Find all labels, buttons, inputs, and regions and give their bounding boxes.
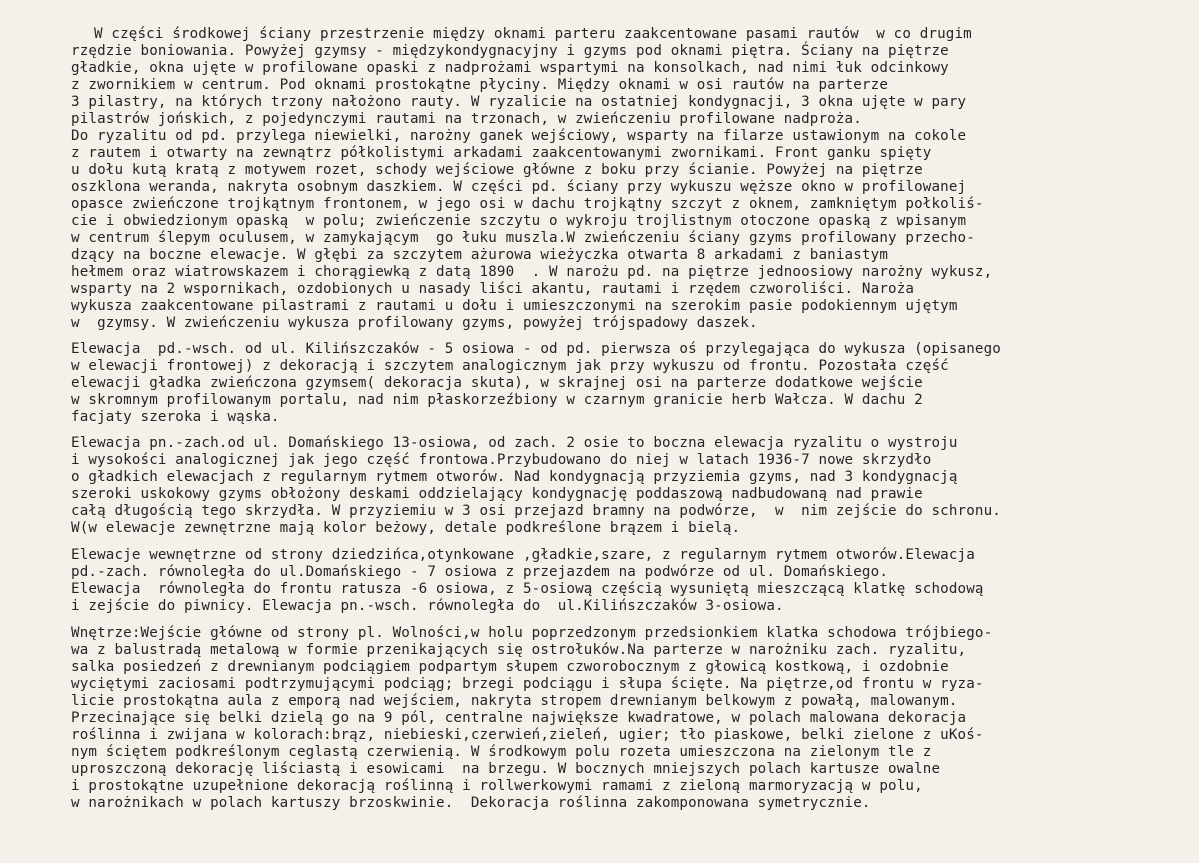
text-line: wa z balustradą metalową w formie przenikających się ostrołuków.Na parterze w narożniku zach. ryzalitu, — [71, 642, 967, 658]
text-line-heading: Wnętrze:Wejście główne od strony pl. Wolności,w holu poprzedzonym przedsionkiem klatka schodowa trójbiego- — [71, 625, 993, 641]
text-line-heading: Elewacja pd.-wsch. od ul. Kilińszczaków - 5 osiowa - od pd. pierwsza oś przylegająca do wykusza (opisanego — [71, 341, 1002, 357]
text-line: opasce zwieńczone trojkątnym frontonem, w jego osi w dachu trojkątny szczyt z oknem, zamkniętym połkoliś- — [71, 196, 984, 212]
text-line: Elewacja równoległa do frontu ratusza -6 osiowa, z 5-osiową częścią wysuniętą mieszczącą klatkę schodową — [71, 581, 984, 597]
text-line: uproszczoną dekorację liściastą i esowicami na brzegu. W bocznych mniejszych polach kartusze owalne — [71, 761, 941, 777]
text-line: Przecinające się belki dzielą go na 9 pól, centralne największe kwadratowe, w polach malowana dekoracja — [71, 710, 967, 726]
text-line: rzędzie boniowania. Powyżej gzymsy - międzykondygnacyjny i gzyms pod oknami piętra. Ściany na piętrze — [71, 43, 949, 59]
text-line: z zwornikiem w centrum. Pod oknami prostokątne płyciny. Między oknami w osi rautów na parterze — [71, 77, 889, 93]
text-line: roślinna i zwijana w kolorach:brąz, niebieski,czerwień,zieleń, ugier; tło piaskowe, belki zielone z uKoś- — [71, 727, 984, 743]
text-line: całą długością tego skrzydła. W przyziemiu w 3 osi przejazd bramny na podwórze, w nim zejście do schronu. — [71, 503, 1002, 519]
text-line-heading: Elewacja pn.-zach.od ul. Domańskiego 13-osiowa, od zach. 2 osie to boczna elewacja ryzalitu o wystroju — [71, 435, 958, 451]
text-line: licie prostokątna aula z emporą nad wejściem, nakryta stropem drewnianym belkowym z powałą, malowanym. — [71, 693, 958, 709]
text-line: w gzymsy. W zwieńczeniu wykusza profilowany gzyms, powyżej trójspadowy daszek. — [71, 315, 758, 331]
text-line: nym ściętem podkreślonym ceglastą czerwienią. W środkowym polu rozeta umieszczona na zielonym tle z — [71, 744, 932, 760]
text-line: w narożnikach w polach kartuszy brzoskwinie. Dekoracja roślinna zakomponowana symetrycznie. — [71, 795, 871, 811]
text-line: i zejście do piwnicy. Elewacja pn.-wsch. równoległa do ul.Kilińszczaków 3-osiowa. — [71, 598, 784, 614]
text-line: i wysokości analogicznej jak jego część frontowa.Przybudowano do niej w latach 1936-7 nowe skrzydło — [71, 452, 932, 468]
text-line: cie i obwiedzionym opaską w polu; zwieńczenie szczytu o wykroju trojlistnym otoczone opaską z wpisanym — [71, 213, 967, 229]
text-line: w elewacji frontowej) z dekoracją i szczytem analogicznym jak przy wykuszu od frontu. Pozostała część — [71, 358, 949, 374]
text-line: wsparty na 2 wspornikach, ozdobionych u nasady liści akantu, rautami i rzędem czworoliści. Naroża — [71, 281, 915, 297]
text-line: pilastrów jońskich, z pojedynczymi rautami na trzonach, w zwieńczeniu profilowane nadproża. — [71, 111, 862, 127]
text-line: i prostokątne uzupełnione dekoracją roślinną i rollwerkowymi ramami z zieloną marmoryzacją w polu, — [71, 778, 923, 794]
text-line-heading: Elewacje wewnętrzne od strony dziedzińca,otynkowane ,gładkie,szare, z regularnym rytmem otworów.Elewacja — [71, 547, 975, 563]
text-line: Do ryzalitu od pd. przylega niewielki, narożny ganek wejściowy, wsparty na filarze ustawionym na cokole — [71, 128, 967, 144]
text-line: w skromnym profilowanym portalu, nad nim płaskorzeźbiony w czarnym granicie herb Wałcza. W dachu 2 — [71, 392, 923, 408]
text-line: hełmem oraz wiatrowskazem i chorągiewką z datą 1890 . W narożu pd. na piętrze jednoosiowy narożny wykusz, — [71, 264, 993, 280]
text-line: oszklona weranda, nakryta osobnym daszkiem. W części pd. ściany przy wykuszu węższe okno w profilowanej — [71, 179, 967, 195]
text-line: wykusza zaakcentowane pilastrami z rautami u dołu i umieszczonymi na szerokim pasie podokiennym ujętym — [71, 298, 958, 314]
text-line: pd.-zach. równoległa do ul.Domańskiego - 7 osiowa z przejazdem na podwórze od ul. Domańskiego. — [71, 564, 889, 580]
text-line: z rautem i otwarty na zewnątrz półkolistymi arkadami zaakcentowanymi zwornikami. Front ganku spięty — [71, 145, 932, 161]
text-line: w centrum ślepym oculusem, w zamykającym go łuku muszla.W zwieńczeniu ściany gzyms profilowany przecho- — [71, 230, 975, 246]
text-line: elewacji gładka zwieńczona gzymsem( dekoracja skuta), w skrajnej osi na parterze dodatkowe wejście — [71, 375, 923, 391]
text-line: u dołu kutą kratą z motywem rozet, schody wejściowe główne z boku przy ścianie. Powyżej na piętrze — [71, 162, 923, 178]
text-line: gładkie, okna ujęte w profilowane opaski z nadprożami wspartymi na konsolkach, nad nimi łuk odcinkowy — [71, 60, 949, 76]
text-line: wyciętymi zaciosami podtrzymującymi podciąg; brzegi podciągu i słupa ścięte. Na piętrze,od frontu w ryza- — [71, 676, 984, 692]
text-line: salka posiedzeń z drewnianym podciągiem podpartym słupem czworobocznym z głowicą kostkową, i ozdobnie — [71, 659, 949, 675]
text-line: W części środkowej ściany przestrzenie między oknami parteru zaakcentowane pasami rautów w co drugim — [94, 26, 972, 42]
text-line: o gładkich elewacjach z regularnym rytmem otworów. Nad kondygnacją przyziemia gzyms, nad 3 kondygnacją — [71, 469, 958, 485]
text-line: facjaty szeroka i wąska. — [71, 409, 280, 425]
text-line: W(w elewacje zewnętrzne mają kolor beżowy, detale podkreślone brązem i bielą. — [71, 520, 741, 536]
text-line: szeroki uskokowy gzyms obłożony deskami oddzielający kondygnację poddaszową nadbudowaną nad prawie — [71, 486, 923, 502]
text-line: dzący na boczne elewacje. W głębi za szczytem ażurowa wieżyczka otwarta 8 arkadami z baniastym — [71, 247, 889, 263]
text-line: 3 pilastry, na których trzony nałożono rauty. W ryzalicie na ostatniej kondygnacji, 3 okna ujęte w pary — [71, 94, 967, 110]
